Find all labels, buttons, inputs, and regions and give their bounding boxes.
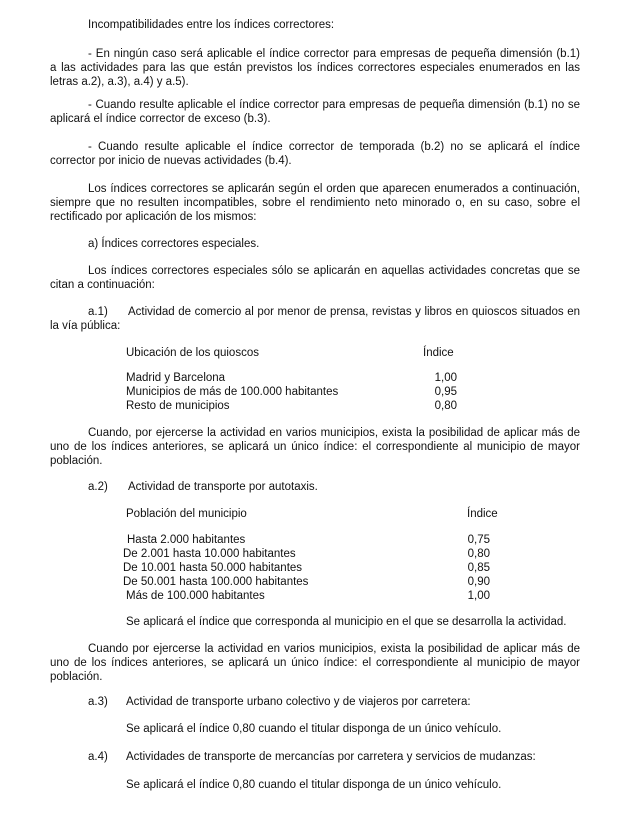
a2-table-header-index: Índice xyxy=(467,508,498,520)
paragraph-4-line: rectificado por aplicación de los mismos: xyxy=(50,211,257,223)
a2-table-row-name: De 2.001 hasta 10.000 habitantes xyxy=(123,548,296,560)
a2-apply-text: Se aplicará el índice que corresponda al municipio en el que se desarrolla la actividad. xyxy=(126,616,567,628)
paragraph-3-line: - Cuando resulte aplicable el índice corrector de temporada (b.2) no se aplicará el índice xyxy=(88,141,580,153)
a2-table-row-value: 0,85 xyxy=(467,562,490,574)
paragraph-3 xyxy=(50,140,580,168)
a3-label: a.3) xyxy=(88,696,108,708)
a2-table-row-value: 0,90 xyxy=(467,576,490,588)
section-a-title: a) Índices correctores especiales. xyxy=(88,238,260,250)
a4-label: a.4) xyxy=(88,751,108,763)
heading: Incompatibilidades entre los índices correctores: xyxy=(88,19,335,31)
a2-table-row-value: 1,00 xyxy=(467,590,490,602)
a2-note-line: población. xyxy=(50,671,103,683)
a1-note xyxy=(50,426,580,468)
a1-note-line: Cuando, por ejercerse la actividad en varios municipios, exista la posibilidad de aplicar más de xyxy=(88,427,580,439)
a1-label: a.1) xyxy=(88,306,108,318)
a1-title-line: la vía pública: xyxy=(50,320,121,332)
a2-table-row-name: De 50.001 hasta 100.000 habitantes xyxy=(123,576,309,588)
a4-apply-text: Se aplicará el índice 0,80 cuando el titular disponga de un único vehículo. xyxy=(126,779,502,791)
a2-note-line: Cuando por ejercerse la actividad en varios municipios, exista la posibilidad de aplicar más de xyxy=(88,643,580,655)
a1-table-header-index: Índice xyxy=(423,347,454,359)
a1-table-header-location: Ubicación de los quioscos xyxy=(126,347,259,359)
paragraph-2 xyxy=(50,98,580,126)
a2-table-row-name: Más de 100.000 habitantes xyxy=(126,590,265,602)
paragraph-5 xyxy=(50,264,580,292)
paragraph-1-line: a las actividades para las que están previstos los índices correctores especiales enumerados en las xyxy=(50,62,580,74)
a2-note-line: uno de los índices anteriores, se aplicará un único índice: el correspondiente al municipio de mayor xyxy=(50,657,580,669)
a2-table-row-value: 0,80 xyxy=(467,548,490,560)
a1-table-row-value: 1,00 xyxy=(434,372,457,384)
a1-table-row-value: 0,80 xyxy=(434,400,457,412)
a3-title: Actividad de transporte urbano colectivo y de viajeros por carretera: xyxy=(126,696,471,708)
paragraph-1 xyxy=(50,47,580,89)
a2-table-row-name: Hasta 2.000 habitantes xyxy=(127,534,246,546)
paragraph-2-line: aplicará el índice corrector de exceso (b.3). xyxy=(50,113,271,125)
paragraph-4-line: Los índices correctores se aplicarán según el orden que aparecen enumerados a continuación, xyxy=(88,183,580,195)
paragraph-1-line: - En ningún caso será aplicable el índice corrector para empresas de pequeña dimensión (b.1) xyxy=(88,48,580,60)
a2-table-row-value: 0,75 xyxy=(467,534,490,546)
a4-title: Actividades de transporte de mercancías por carretera y servicios de mudanzas: xyxy=(126,751,536,763)
paragraph-4-line: siempre que no resulten incompatibles, sobre el rendimiento neto minorado o, en su caso, sobre el xyxy=(50,197,580,209)
a1-table-row-value: 0,95 xyxy=(434,386,457,398)
paragraph-2-line: - Cuando resulte aplicable el índice corrector para empresas de pequeña dimensión (b.1) no se xyxy=(88,99,580,111)
a1-table-row-name: Municipios de más de 100.000 habitantes xyxy=(126,386,339,398)
a2-label: a.2) xyxy=(88,481,108,493)
a2-table-header-population: Población del municipio xyxy=(126,508,247,520)
a1-note-line: uno de los índices anteriores, se aplicará un único índice: el correspondiente al municipio de mayor xyxy=(50,441,580,453)
a1-title-line: Actividad de comercio al por menor de prensa, revistas y libros en quioscos situados en xyxy=(128,306,580,318)
a1-note-line: población. xyxy=(50,455,103,467)
paragraph-5-line: Los índices correctores especiales sólo se aplicarán en aquellas actividades concretas que se xyxy=(88,265,580,277)
paragraph-1-line: letras a.2), a.3), a.4) y a.5). xyxy=(50,76,189,88)
paragraph-5-line: citan a continuación: xyxy=(50,279,155,291)
a2-title: Actividad de transporte por autotaxis. xyxy=(128,481,318,493)
a3-apply-text: Se aplicará el índice 0,80 cuando el titular disponga de un único vehículo. xyxy=(126,723,502,735)
paragraph-4 xyxy=(50,182,580,224)
a2-table-row-name: De 10.001 hasta 50.000 habitantes xyxy=(123,562,303,574)
a2-note xyxy=(50,642,580,684)
paragraph-3-line: corrector por inicio de nuevas actividades (b.4). xyxy=(50,155,292,167)
a1-table-row-name: Resto de municipios xyxy=(126,400,230,412)
a1-table-row-name: Madrid y Barcelona xyxy=(126,372,226,384)
